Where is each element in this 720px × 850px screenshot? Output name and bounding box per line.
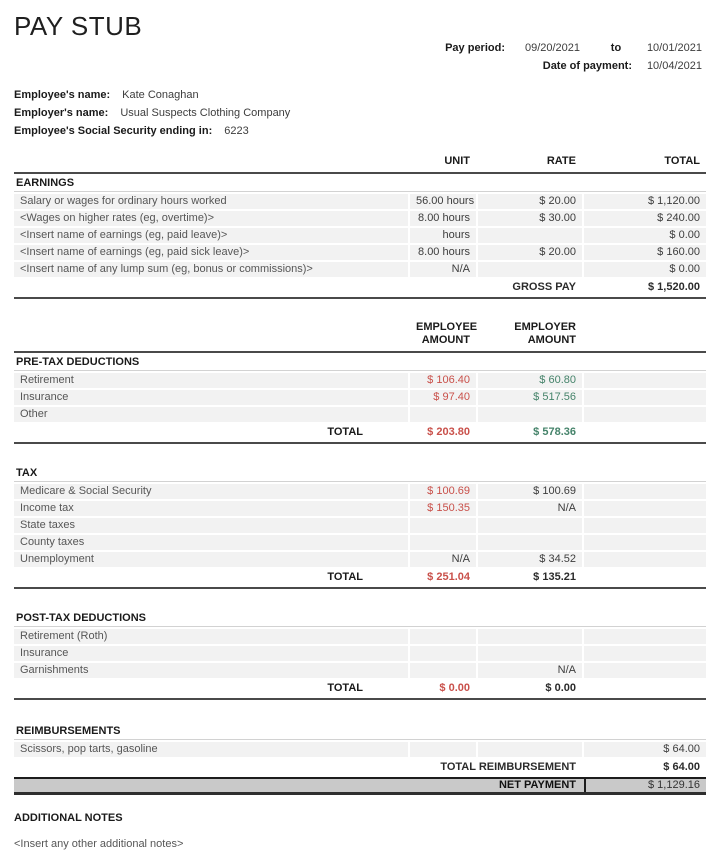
employee-amount-cell: $ 100.69 [410,484,476,499]
spacer-cell [584,535,706,550]
tax-row [14,501,706,516]
reimbursement-row [14,742,706,757]
divider [14,698,706,700]
employer-amount-cell [478,518,582,533]
employee-name-value: Kate Conaghan [122,89,199,101]
spacer-cell [584,629,706,644]
spacer-cell [14,759,408,775]
row-label: <Wages on higher rates (eg, overtime)> [14,211,408,226]
row-label: Medicare & Social Security [14,484,408,499]
date-of-payment-value: 10/04/2021 [646,60,702,72]
total-cell: $ 1,120.00 [584,194,706,209]
spacer-cell [584,390,706,405]
ssn-value: 6223 [224,125,249,137]
employee-amount-cell [410,535,476,550]
employee-amount-cell: N/A [410,552,476,567]
employer-amount-cell: $ 60.80 [478,373,582,388]
employer-amount-cell: N/A [478,663,582,678]
reimbursements-section-title: REIMBURSEMENTS [14,724,706,740]
row-label: Scissors, pop tarts, gasoline [14,742,408,757]
row-label: Insurance [14,390,408,405]
divider [14,587,706,589]
date-of-payment-label: Date of payment: [542,60,632,72]
spacer-cell [410,742,476,757]
earnings-row [14,262,706,277]
to-label: to [610,42,622,54]
total-employer-amount: $ 0.00 [545,682,576,694]
tax-total-row [14,569,706,585]
spacer-cell [14,319,408,349]
employer-amount-cell: N/A [478,501,582,516]
amount-column-header-row [14,319,706,349]
unit-column-header: UNIT [444,155,470,167]
divider [14,297,706,299]
posttax-row [14,629,706,644]
row-label: Income tax [14,501,408,516]
total-reimbursement-row [14,759,706,775]
posttax-section-title: POST-TAX DEDUCTIONS [14,611,706,627]
employee-amount-cell [410,518,476,533]
employer-amount-cell [478,535,582,550]
employee-name-label: Employee's name: [14,89,111,101]
gross-pay-label: GROSS PAY [512,281,576,293]
total-employer-amount: $ 578.36 [533,426,576,438]
section-gap [14,301,706,319]
employee-amount-cell: $ 97.40 [410,390,476,405]
tax-section-title: TAX [14,466,706,482]
spacer-cell [14,279,408,295]
employee-amount-line2: AMOUNT [421,334,470,346]
spacer-cell [584,424,706,440]
reimbursement-amount-cell: $ 64.00 [584,742,706,757]
rate-cell [478,262,582,277]
spacer-cell [410,279,476,295]
spacer-cell [478,742,582,757]
pretax-row [14,373,706,388]
ssn-label: Employee's Social Security ending in: [14,125,213,137]
additional-notes-title: ADDITIONAL NOTES [14,812,123,824]
total-employee-amount: $ 251.04 [427,571,470,583]
spacer-cell [584,484,706,499]
spacer-cell [584,501,706,516]
employee-amount-cell: $ 150.35 [410,501,476,516]
total-cell: $ 0.00 [584,228,706,243]
earnings-column-header-row [14,154,706,170]
employer-amount-header [478,319,582,349]
divider [14,351,706,353]
additional-notes-placeholder: <Insert any other additional notes> [14,838,184,850]
employer-name-line [14,104,706,122]
spacer-cell [14,154,408,170]
pay-period-block [445,42,702,72]
total-reimbursement-value: $ 64.00 [663,761,700,773]
section-gap [14,702,706,724]
total-label: TOTAL [327,426,363,438]
posttax-row [14,663,706,678]
gross-pay-row [14,279,706,295]
unit-cell: 8.00 hours [410,245,476,260]
spacer-cell [584,663,706,678]
row-label: Retirement (Roth) [14,629,408,644]
unit-cell: 8.00 hours [410,211,476,226]
row-label: Other [14,407,408,422]
section-gap [14,446,706,466]
employer-amount-cell: $ 517.56 [478,390,582,405]
pay-stub-table [14,154,706,795]
employer-name-label: Employer's name: [14,107,109,119]
pretax-row [14,390,706,405]
rate-cell: $ 20.00 [478,245,582,260]
tax-row [14,518,706,533]
employee-amount-cell [410,646,476,661]
pretax-total-row [14,424,706,440]
total-cell: $ 240.00 [584,211,706,226]
employee-amount-cell [410,407,476,422]
posttax-row [14,646,706,661]
net-payment-value: $ 1,129.16 [648,779,700,791]
row-label: <Insert name of earnings (eg, paid sick leave)> [14,245,408,260]
spacer-cell [584,646,706,661]
row-label: Insurance [14,646,408,661]
rate-cell: $ 30.00 [478,211,582,226]
total-employee-amount: $ 203.80 [427,426,470,438]
tax-row [14,484,706,499]
employer-amount-cell: $ 100.69 [478,484,582,499]
spacer-cell [584,373,706,388]
section-gap [14,591,706,611]
pay-period-label: Pay period: [445,42,505,54]
employer-amount-cell [478,407,582,422]
divider [14,442,706,444]
rate-column-header: RATE [546,155,576,167]
tax-row [14,535,706,550]
divider [14,172,706,174]
total-label: TOTAL [327,682,363,694]
total-column-header: TOTAL [664,155,700,167]
total-cell: $ 160.00 [584,245,706,260]
row-label: Salary or wages for ordinary hours worked [14,194,408,209]
pretax-section-title: PRE-TAX DEDUCTIONS [14,355,706,371]
unit-cell: N/A [410,262,476,277]
employee-info [14,86,706,140]
total-employee-amount: $ 0.00 [439,682,470,694]
gross-pay-value: $ 1,520.00 [648,281,700,293]
rate-cell [478,228,582,243]
spacer-cell [584,552,706,567]
page-title: PAY STUB [14,11,143,41]
ssn-line [14,122,706,140]
posttax-total-row [14,680,706,696]
tax-row [14,552,706,567]
employee-name-line [14,86,706,104]
employee-amount-cell: $ 106.40 [410,373,476,388]
row-label: County taxes [14,535,408,550]
row-label: <Insert name of any lump sum (eg, bonus or commissions)> [14,262,408,277]
employee-amount-header [410,319,476,349]
row-label: <Insert name of earnings (eg, paid leave)> [14,228,408,243]
total-employer-amount: $ 135.21 [533,571,576,583]
pay-period-start: 09/20/2021 [524,42,581,54]
employer-amount-cell: $ 34.52 [478,552,582,567]
spacer-cell [584,569,706,585]
earnings-section-title: EARNINGS [14,176,706,192]
net-payment-row [14,777,706,795]
total-label: TOTAL [327,571,363,583]
earnings-row [14,228,706,243]
earnings-row [14,194,706,209]
earnings-row [14,245,706,260]
spacer-cell [584,518,706,533]
employer-amount-line1: EMPLOYER [514,321,576,333]
spacer-cell [584,407,706,422]
total-reimbursement-label: TOTAL REIMBURSEMENT [440,761,576,773]
pay-period-end: 10/01/2021 [646,42,702,54]
employer-amount-cell [478,646,582,661]
employee-amount-cell [410,663,476,678]
earnings-row [14,211,706,226]
spacer-cell [584,319,706,349]
employee-amount-cell [410,629,476,644]
employer-amount-cell [478,629,582,644]
employer-amount-line2: AMOUNT [527,334,576,346]
spacer-cell [584,680,706,696]
row-label: State taxes [14,518,408,533]
unit-cell: 56.00 hours [410,194,476,209]
rate-cell: $ 20.00 [478,194,582,209]
net-payment-label: NET PAYMENT [498,779,576,791]
row-label: Retirement [14,373,408,388]
unit-cell: hours [410,228,476,243]
pretax-row [14,407,706,422]
total-cell: $ 0.00 [584,262,706,277]
employer-name-value: Usual Suspects Clothing Company [120,107,291,119]
row-label: Unemployment [14,552,408,567]
row-label: Garnishments [14,663,408,678]
employee-amount-line1: EMPLOYEE [416,321,478,333]
